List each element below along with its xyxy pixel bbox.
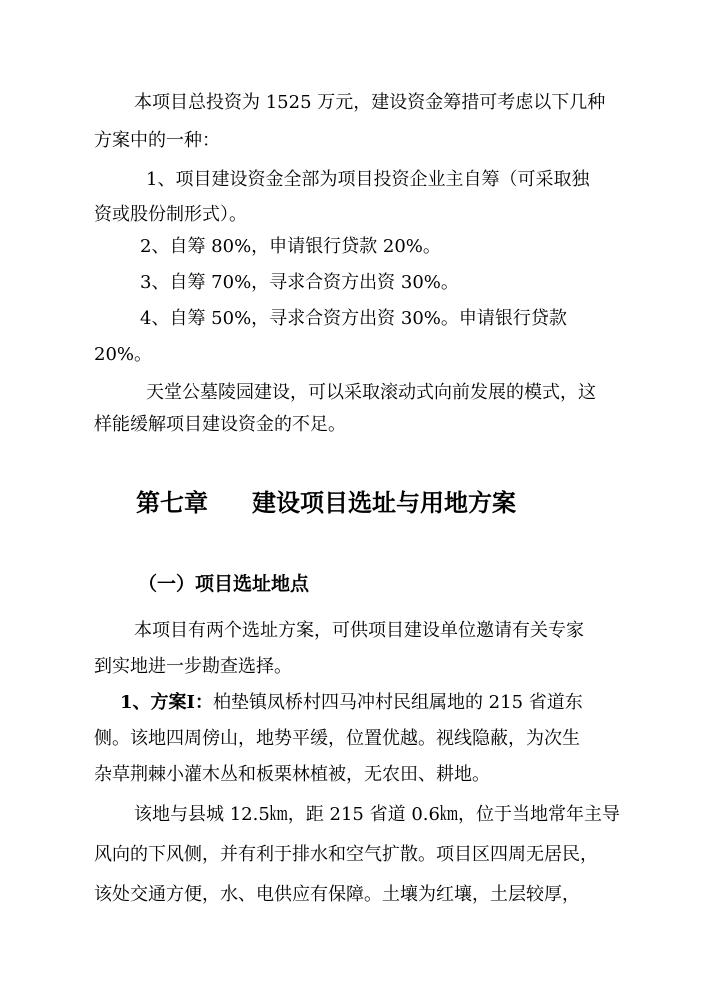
section-heading: （一）项目选址地点	[138, 573, 310, 595]
option-4-line-1: 4、自筹 50%，寻求合资方出资 30%。申请银行贷款	[140, 308, 567, 329]
plan-1-line-3: 杂草荆棘小灌木丛和板栗林植被，无农田、耕地。	[94, 764, 490, 785]
plan-1-line-1	[120, 692, 583, 714]
option-4-line-2: 20%。	[94, 344, 153, 365]
funding-paragraph-line-1: 天堂公墓陵园建设，可以采取滚动式向前发展的模式，这	[146, 382, 596, 403]
intro-paragraph-line-1: 本项目总投资为 1525 万元，建设资金筹措可考虑以下几种	[134, 92, 606, 113]
option-1-line-1: 1、项目建设资金全部为项目投资企业主自筹（可采取独	[146, 169, 590, 190]
location-paragraph-line-3: 该处交通方便，水、电供应有保障。土壤为红壤，土层较厚，	[94, 884, 580, 905]
plan-1-text: 柏垫镇凤桥村四马冲村民组属地的 215 省道东	[212, 692, 583, 713]
chapter-number: 第七章	[136, 489, 208, 517]
chapter-title: 建设项目选址与用地方案	[252, 489, 516, 517]
plan-1-line-2: 侧。该地四周傍山，地势平缓，位置优越。视线隐蔽，为次生	[94, 728, 580, 749]
option-2: 2、自筹 80%，申请银行贷款 20%。	[140, 236, 441, 257]
intro-paragraph-line-2: 方案中的一种：	[94, 130, 220, 151]
option-1-line-2: 资或股份制形式）。	[94, 204, 247, 225]
plan-1-label: 1、方案Ⅰ：	[120, 692, 213, 713]
funding-paragraph-line-2: 样能缓解项目建设资金的不足。	[94, 414, 346, 435]
option-3: 3、自筹 70%，寻求合资方出资 30%。	[140, 272, 459, 293]
site-intro-line-1: 本项目有两个选址方案，可供项目建设单位邀请有关专家	[134, 620, 584, 641]
site-intro-line-2: 到实地进一步勘查选择。	[94, 656, 292, 677]
location-paragraph-line-2: 风向的下风侧，并有利于排水和空气扩散。项目区四周无居民，	[94, 844, 598, 865]
location-paragraph-line-1: 该地与县城 12.5㎞，距 215 省道 0.6㎞，位于当地常年主导	[134, 804, 620, 825]
chapter-heading	[136, 488, 516, 518]
